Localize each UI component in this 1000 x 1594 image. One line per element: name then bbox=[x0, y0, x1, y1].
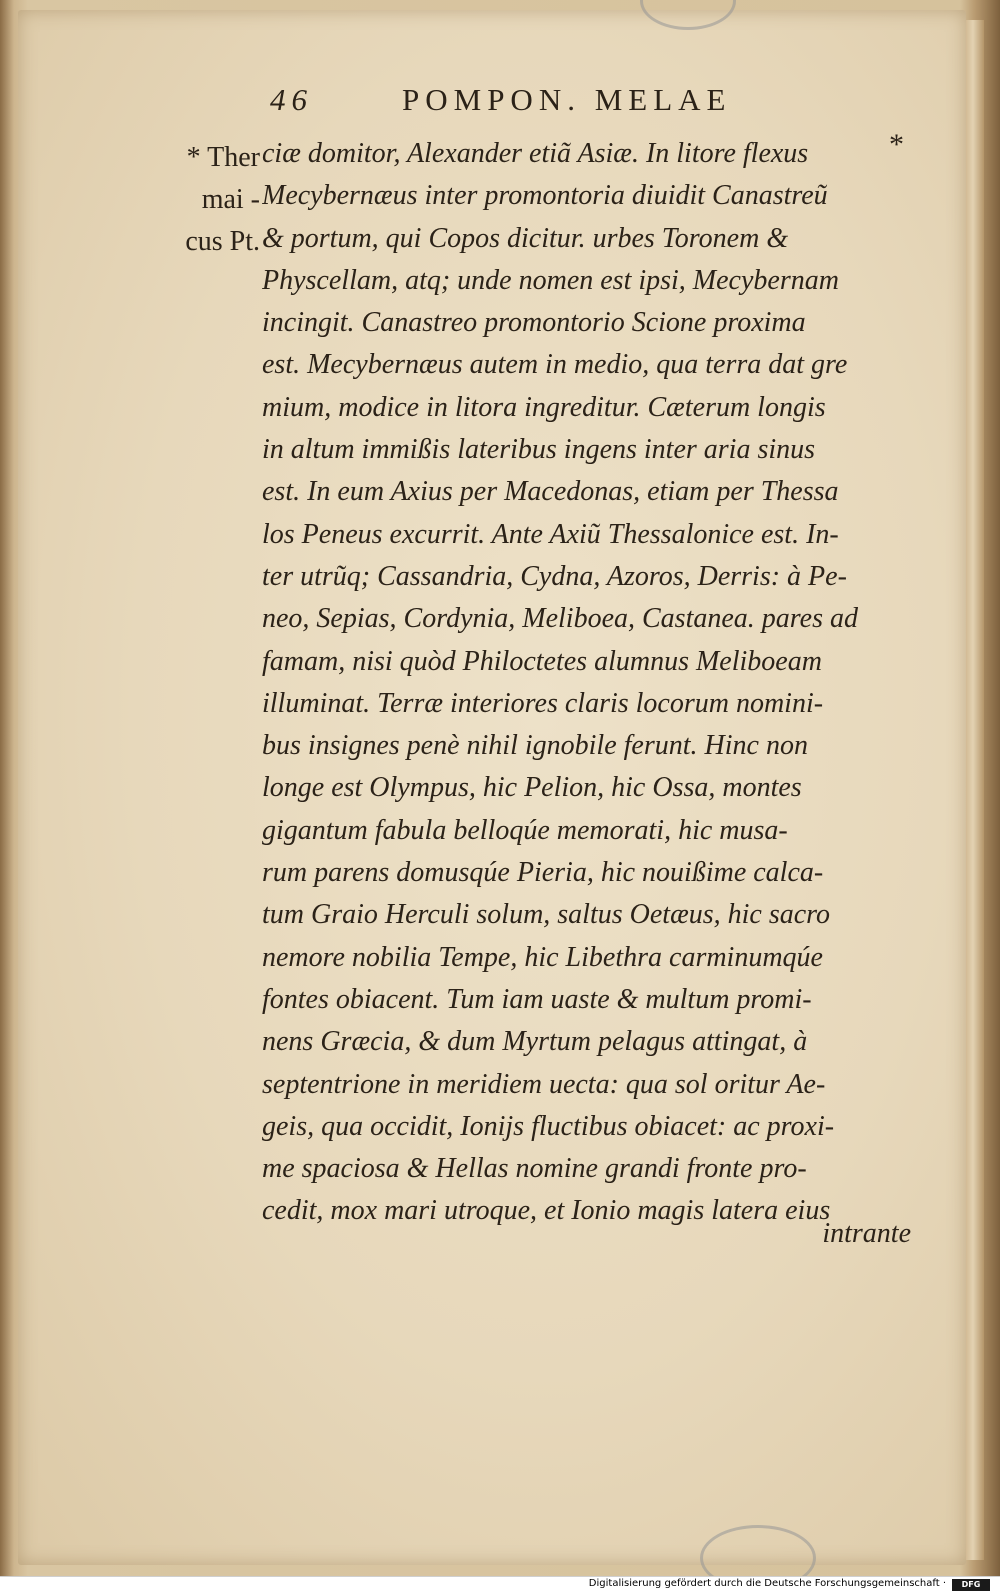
text-line: est. Mecybernæus autem in medio, qua terra dat gre bbox=[262, 349, 848, 381]
margin-note-line: * Ther bbox=[186, 142, 260, 173]
margin-note-line: cus Pt. bbox=[185, 226, 260, 257]
text-line: mium, modice in litora ingreditur. Cæterum longis bbox=[262, 391, 826, 423]
margin-note bbox=[144, 137, 260, 263]
text-line: fontes obiacent. Tum iam uaste & multum promi- bbox=[262, 983, 812, 1015]
page-header bbox=[270, 82, 830, 122]
page-number: 46 bbox=[270, 82, 313, 117]
text-line: nens Græcia, & dum Myrtum pelagus attingat, à bbox=[262, 1026, 808, 1058]
catchword: intrante bbox=[822, 1218, 911, 1249]
text-line: me spaciosa & Hellas nomine grandi fronte pro- bbox=[262, 1153, 807, 1185]
text-line: illuminat. Terræ interiores claris locorum nomini- bbox=[262, 687, 824, 719]
text-line: los Peneus excurrit. Ante Axiũ Thessalonice est. In- bbox=[262, 518, 839, 550]
text-line: est. In eum Axius per Macedonas, etiam per Thessa bbox=[262, 476, 839, 508]
text-line: gigantum fabula belloqúe memorati, hic musa- bbox=[262, 814, 788, 846]
text-line: tum Graio Herculi solum, saltus Oetæus, hic sacro bbox=[262, 899, 831, 931]
text-line: geis, qua occidit, Ionijs fluctibus obiacet: ac proxi- bbox=[262, 1110, 835, 1142]
text-line: in altum immißis lateribus ingens inter aria sinus bbox=[262, 434, 816, 466]
text-line: cedit, mox mari utroque, et Ionio magis latera eius bbox=[262, 1195, 831, 1227]
margin-note-line: mai - bbox=[201, 184, 260, 215]
text-line: longe est Olympus, hic Pelion, hic Ossa, montes bbox=[262, 772, 802, 804]
text-line: Mecybernæus inter promontoria diuidit Canastreũ bbox=[262, 180, 828, 212]
text-line: rum parens domusqúe Pieria, hic nouißime calca- bbox=[262, 857, 824, 889]
text-line: famam, nisi quòd Philoctetes alumnus Meliboeam bbox=[262, 645, 822, 677]
text-line: neo, Sepias, Cordynia, Meliboea, Castanea. pares ad bbox=[262, 603, 858, 635]
body-text bbox=[262, 133, 912, 1233]
text-line: Physcellam, atq; unde nomen est ipsi, Mecybernam bbox=[262, 264, 839, 296]
text-line: septentrione in meridiem uecta: qua sol oritur Ae- bbox=[262, 1068, 826, 1100]
text-line: ter utrũq; Cassandria, Cydna, Azoros, Derris: à Pe- bbox=[262, 560, 847, 592]
text-line: incingit. Canastreo promontorio Scione proxima bbox=[262, 307, 806, 339]
footer-bar bbox=[0, 1576, 1000, 1594]
funding-credit: Digitalisierung gefördert durch die Deutsche Forschungsgemeinschaft · bbox=[588, 1578, 946, 1589]
running-head: POMPON. MELAE bbox=[402, 82, 732, 117]
text-line: ciæ domitor, Alexander etiã Asiæ. In litore flexus bbox=[262, 138, 809, 169]
asterisk-marker: * bbox=[889, 128, 904, 161]
text-line: bus insignes penè nihil ignobile ferunt. Hinc non bbox=[262, 730, 808, 762]
dfg-logo: DFG bbox=[952, 1579, 990, 1591]
text-line: & portum, qui Copos dicitur. urbes Toronem & bbox=[262, 222, 789, 254]
text-line: nemore nobilia Tempe, hic Libethra carminumqúe bbox=[262, 941, 823, 973]
